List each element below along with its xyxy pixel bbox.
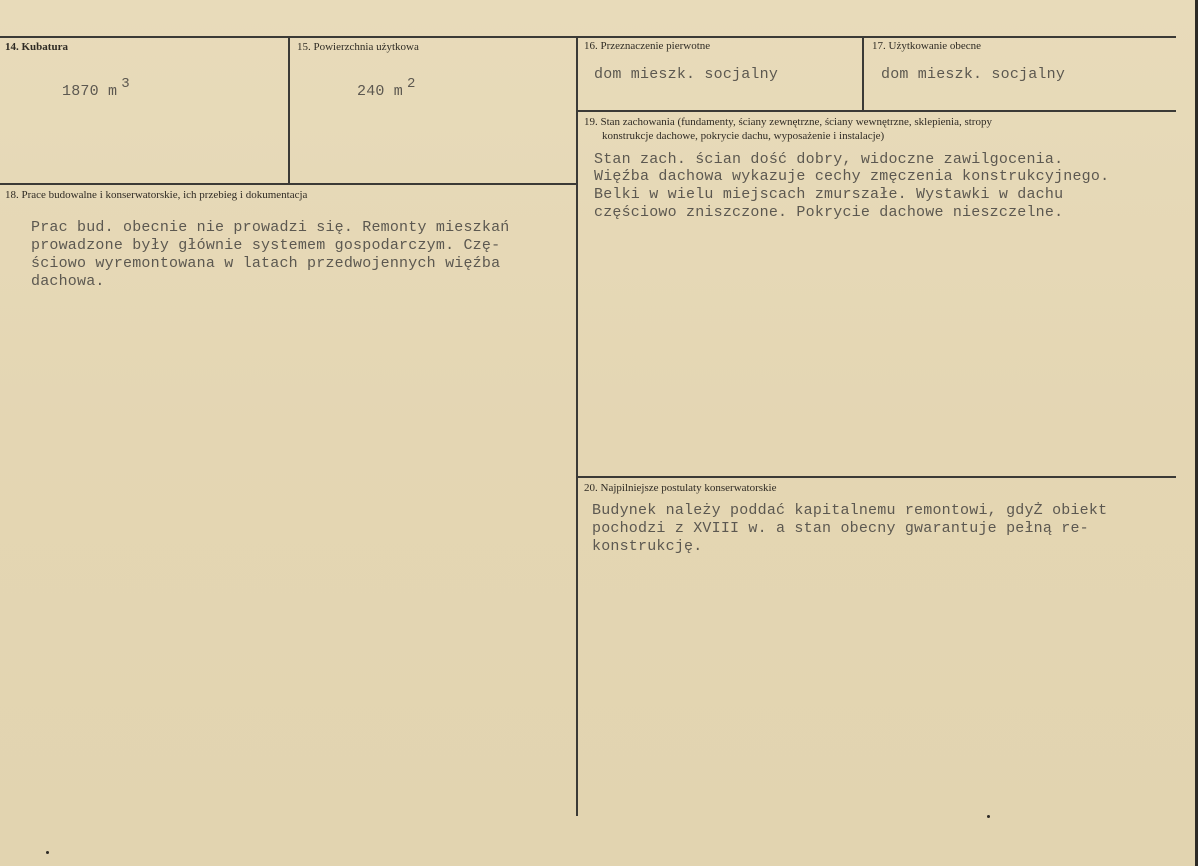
divider-16-17 [862, 36, 864, 111]
field-18-line-1: Prac bud. obecnie nie prowadzi się. Remonty mieszkań [31, 219, 510, 236]
field-14-label: 14. Kubatura [5, 41, 68, 53]
field-14-exponent: 3 [121, 76, 130, 92]
field-15-value [357, 76, 416, 102]
field-20-line-1: Budynek należy poddać kapitalnemu remontowi, gdyŻ obiekt [592, 502, 1108, 519]
paper-speck [46, 851, 49, 854]
field-18-line-2: prowadzone były głównie systemem gospodarczym. Czę- [31, 237, 501, 254]
field-20-label: 20. Najpilniejsze postulaty konserwatorskie [584, 482, 777, 494]
field-19-label-line-2: konstrukcje dachowe, pokrycie dachu, wyposażenie i instalacje) [602, 130, 885, 142]
field-20-line-2: pochodzi z XVIII w. a stan obecny gwarantuje pełną re- [592, 520, 1089, 537]
field-17-label: 17. Użytkowanie obecne [872, 40, 982, 52]
field-18-line-4: dachowa. [31, 273, 105, 290]
field-18-label: 18. Prace budowalne i konserwatorskie, ich przebieg i dokumentacja [5, 189, 308, 201]
field-16-label: 16. Przeznaczenie pierwotne [584, 40, 711, 52]
center-divider [576, 36, 578, 816]
rule-under-16-17 [577, 110, 1176, 112]
field-19-line-2: Więźba dachowa wykazuje cechy zmęczenia konstrukcyjnego. [594, 168, 1110, 185]
field-16-value: dom mieszk. socjalny [594, 66, 779, 83]
field-19-line-3: Belki w wielu miejscach zmurszałe. Wystawki w dachu [594, 186, 1064, 203]
field-19-line-4: częściowo zniszczone. Pokrycie dachowe nieszczelne. [594, 204, 1064, 221]
field-15-number: 240 m [357, 83, 404, 100]
field-19-line-1: Stan zach. ścian dość dobry, widoczne zawilgocenia. [594, 151, 1064, 168]
paper-speck [987, 815, 990, 818]
divider-14-15 [288, 36, 290, 184]
field-18-line-3: ściowo wyremontowana w latach przedwojennych więźba [31, 255, 501, 272]
field-15-label: 15. Powierzchnia użytkowa [297, 41, 419, 53]
field-15-exponent: 2 [407, 76, 416, 92]
field-14-number: 1870 m [62, 83, 118, 100]
field-20-line-3: konstrukcję. [592, 538, 703, 555]
field-19-label-line-1: 19. Stan zachowania (fundamenty, ściany zewnętrzne, ściany wewnętrzne, sklepienia, stropy [584, 116, 992, 128]
top-rule [0, 36, 1176, 38]
field-17-value: dom mieszk. socjalny [881, 66, 1066, 83]
rule-above-20 [577, 476, 1176, 478]
field-14-value [62, 76, 130, 102]
